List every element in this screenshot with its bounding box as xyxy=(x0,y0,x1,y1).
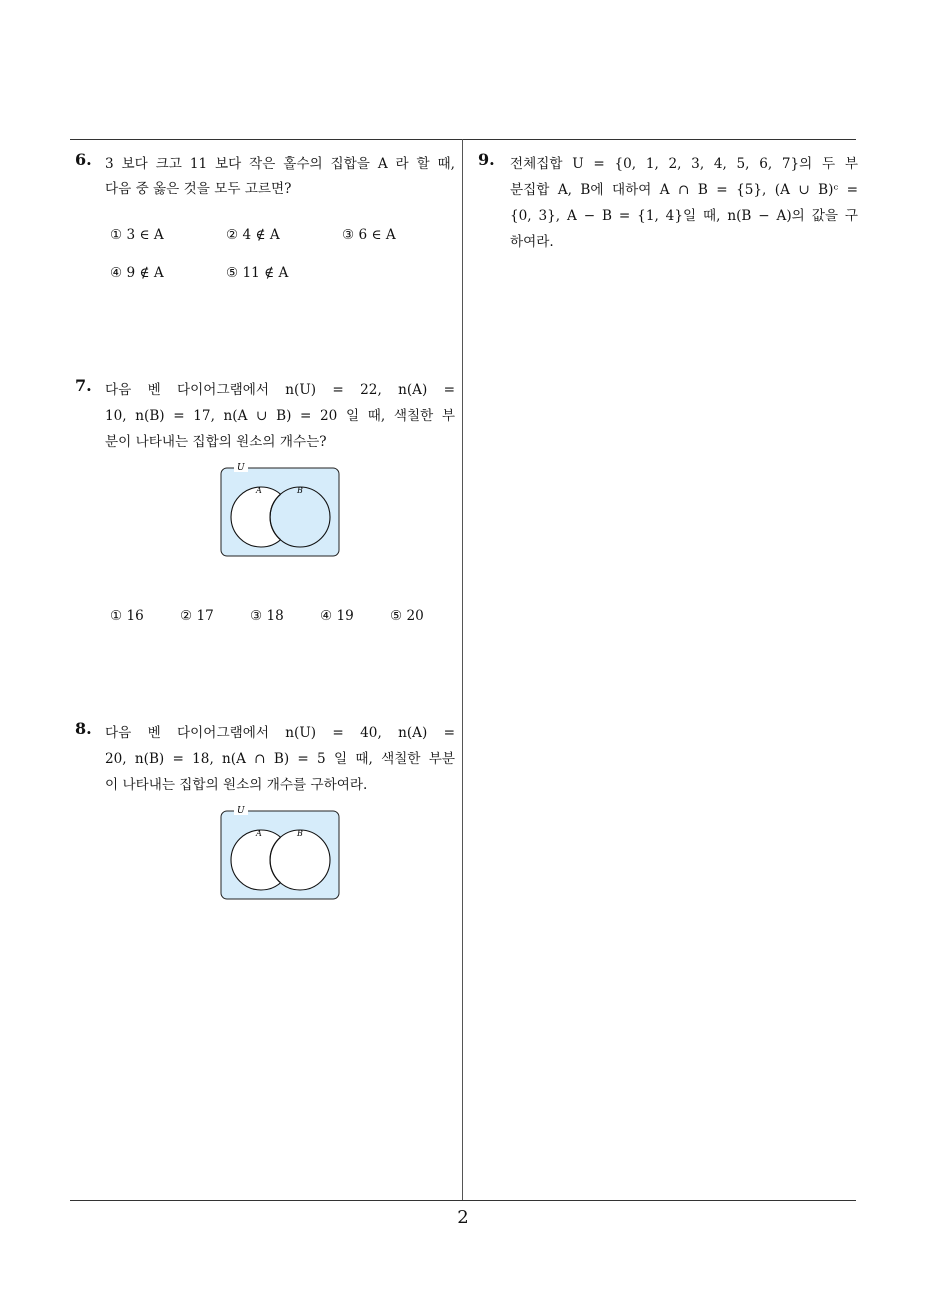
choice-1: ① 3 ∈ A xyxy=(110,227,164,243)
venn-label-a: A xyxy=(256,486,262,495)
venn-label-b: B xyxy=(297,829,303,838)
question-number: 6. xyxy=(75,150,92,169)
question-text-line: 3 보다 크고 11 보다 작은 홀수의 집합을 A 라 할 때, xyxy=(105,156,455,172)
choice-2: ② 17 xyxy=(180,608,214,624)
question-text-line: 다음 벤 다이어그램에서 n(U) = 22, n(A) = xyxy=(105,382,455,398)
bottom-rule xyxy=(70,1200,856,1201)
choice-1: ① 16 xyxy=(110,608,144,624)
choice-2: ② 4 ∉ A xyxy=(226,227,280,243)
question-text-line: 20, n(B) = 18, n(A ∩ B) = 5 일 때, 색칠한 부분 xyxy=(105,751,455,767)
question-text-line: 다음 중 옳은 것을 모두 고르면? xyxy=(105,181,292,197)
venn-label-b: B xyxy=(297,486,303,495)
choice-3: ③ 6 ∈ A xyxy=(342,227,396,243)
question-text-line: 이 나타내는 집합의 원소의 개수를 구하여라. xyxy=(105,777,368,793)
choice-4: ④ 9 ∉ A xyxy=(110,265,164,281)
venn-label-u: U xyxy=(237,463,245,473)
question-text-line: 분집합 A, B에 대하여 A ∩ B = {5}, (A ∪ B)ᶜ = xyxy=(510,182,858,198)
question-number: 7. xyxy=(75,376,92,395)
choice-3: ③ 18 xyxy=(250,608,284,624)
venn-diagram xyxy=(218,803,342,903)
choice-5: ⑤ 11 ∉ A xyxy=(226,265,289,281)
question-text-line: 하여라. xyxy=(510,234,554,250)
page-number: 2 xyxy=(457,1207,469,1228)
question-number: 8. xyxy=(75,719,92,738)
venn-label-a: A xyxy=(256,829,262,838)
question-text-line: 전체집합 U = {0, 1, 2, 3, 4, 5, 6, 7}의 두 부 xyxy=(510,156,858,172)
venn-diagram xyxy=(218,460,342,560)
venn-label-u: U xyxy=(237,806,245,816)
column-divider xyxy=(462,139,463,1201)
top-rule xyxy=(70,139,856,140)
choice-4: ④ 19 xyxy=(320,608,354,624)
question-text-line: 분이 나타내는 집합의 원소의 개수는? xyxy=(105,434,327,450)
question-number: 9. xyxy=(478,150,495,169)
choice-5: ⑤ 20 xyxy=(390,608,424,624)
question-text-line: 다음 벤 다이어그램에서 n(U) = 40, n(A) = xyxy=(105,725,455,741)
question-text-line: {0, 3}, A − B = {1, 4}일 때, n(B − A)의 값을 구 xyxy=(510,208,858,224)
question-text-line: 10, n(B) = 17, n(A ∪ B) = 20 일 때, 색칠한 부 xyxy=(105,408,455,424)
